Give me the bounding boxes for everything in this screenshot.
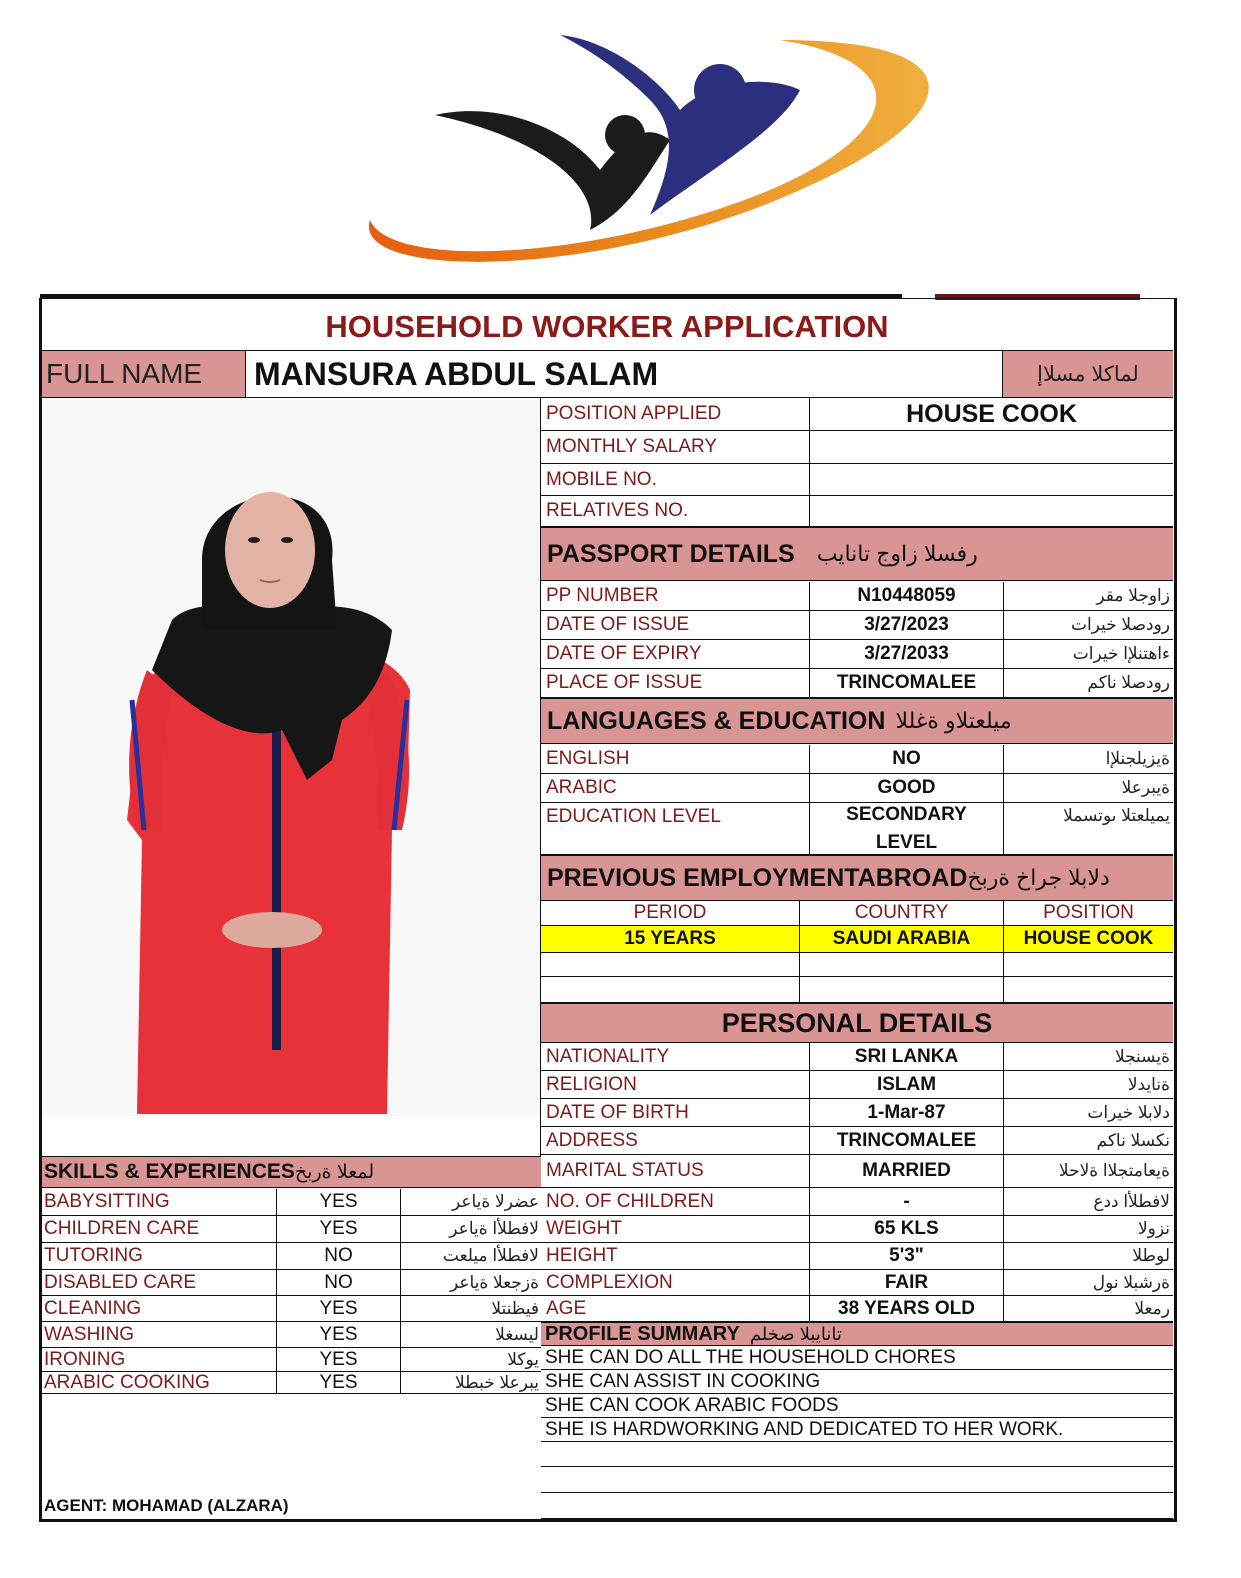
profile-heading-arabic: تانايبلا صخلم <box>749 1323 842 1344</box>
personal-arabic-cell <box>1003 1071 1173 1099</box>
personal-label-cell <box>541 1071 809 1099</box>
skill-arabic: ةزجعلا ةياعر <box>449 1272 539 1292</box>
employment-value: 15 YEARS <box>624 928 716 949</box>
job-value-cell <box>809 398 1173 431</box>
applicant-photo <box>42 400 540 1116</box>
profile-line <box>541 1394 1173 1418</box>
languages-heading-arabic: ميلعتلاو ةغللا <box>895 708 1012 733</box>
personal-value: - <box>903 1190 910 1212</box>
passport-label: PLACE OF ISSUE <box>546 672 703 693</box>
personal-arabic: ةرشبلا نول <box>1092 1272 1170 1292</box>
passport-label-cell <box>541 640 809 669</box>
skill-arabic-cell <box>400 1296 541 1322</box>
personal-heading: PERSONAL DETAILS <box>721 1007 993 1038</box>
profile-empty-line <box>541 1467 1173 1493</box>
personal-label-cell <box>541 1155 809 1188</box>
skill-arabic-cell <box>400 1348 541 1372</box>
skill-value: YES <box>319 1297 358 1319</box>
languages-label: ARABIC <box>546 777 617 798</box>
personal-value: 65 KLS <box>874 1218 939 1239</box>
skill-label: IRONING <box>44 1348 126 1370</box>
languages-arabic: يميلعتلا ىوتسملا <box>1063 806 1170 825</box>
passport-value-cell <box>809 611 1003 640</box>
passport-heading-arabic: رفسلا زاوج تانايب <box>816 541 978 566</box>
languages-value: SECONDARY <box>846 803 967 825</box>
skill-arabic: لافطلأا ميلعت <box>442 1246 539 1265</box>
personal-label-cell <box>541 1243 809 1270</box>
personal-arabic-cell <box>1003 1127 1173 1155</box>
personal-label-cell <box>541 1188 809 1216</box>
job-value-cell <box>809 496 1173 527</box>
passport-header <box>541 527 1173 581</box>
job-label-cell <box>541 464 809 496</box>
skill-arabic: يبرعلا خبطلا <box>455 1372 539 1392</box>
personal-arabic-cell <box>1003 1216 1173 1243</box>
full-name-label-cell <box>42 350 245 398</box>
personal-label: NO. OF CHILDREN <box>546 1190 714 1212</box>
skill-label: WASHING <box>44 1323 135 1345</box>
personal-value-cell <box>809 1155 1003 1188</box>
skill-label: TUTORING <box>44 1245 143 1266</box>
languages-header <box>541 698 1173 744</box>
passport-label: PP NUMBER <box>546 585 659 606</box>
personal-label: DATE OF BIRTH <box>546 1101 689 1123</box>
passport-arabic: رودصلا خيرات <box>1070 615 1170 634</box>
profile-empty-line <box>541 1442 1173 1467</box>
job-label: MOBILE NO. <box>546 468 657 490</box>
full-name-arabic: لماكلا مسلاإ <box>1037 362 1139 386</box>
skill-arabic-cell <box>400 1270 541 1296</box>
profile-line-text: SHE IS HARDWORKING AND DEDICATED TO HER WORK. <box>545 1418 1064 1440</box>
skill-label-cell <box>42 1296 276 1322</box>
employment-column-label: PERIOD <box>633 902 707 923</box>
company-logo <box>350 20 970 280</box>
languages-arabic-cell <box>1003 774 1173 803</box>
personal-label-cell <box>541 1127 809 1155</box>
passport-heading: PASSPORT DETAILS <box>547 539 795 568</box>
skill-arabic: عضرلا ةياعر <box>451 1192 539 1211</box>
personal-value-cell <box>809 1043 1003 1071</box>
languages-label: ENGLISH <box>546 748 630 769</box>
personal-value: MARRIED <box>862 1160 951 1181</box>
personal-arabic: ةيسنجلا <box>1114 1046 1170 1066</box>
personal-value: 5'3" <box>889 1245 924 1266</box>
passport-arabic-cell <box>1003 611 1173 640</box>
skill-label-cell <box>42 1243 276 1270</box>
personal-value: 38 YEARS OLD <box>838 1297 975 1319</box>
job-label-cell <box>541 398 809 431</box>
skill-label-cell <box>42 1270 276 1296</box>
personal-label: ADDRESS <box>546 1129 638 1151</box>
personal-arabic-cell <box>1003 1270 1173 1296</box>
personal-value-cell <box>809 1127 1003 1155</box>
job-label: POSITION APPLIED <box>546 403 722 424</box>
full-name-arabic-cell <box>1003 350 1173 398</box>
employment-empty-cell <box>799 953 1003 977</box>
employment-empty-cell <box>541 953 799 977</box>
skills-heading-arabic: لمعلا ةربخ <box>294 1161 375 1183</box>
skill-value: YES <box>319 1348 358 1370</box>
employment-column-label: POSITION <box>1043 902 1134 923</box>
personal-arabic-cell <box>1003 1243 1173 1270</box>
personal-label-cell <box>541 1216 809 1243</box>
passport-arabic: زاوجلا مقر <box>1096 586 1170 605</box>
employment-cell <box>1003 926 1173 953</box>
passport-label-cell <box>541 582 809 611</box>
employment-empty-cell <box>1003 953 1173 977</box>
passport-label-cell <box>541 669 809 698</box>
skill-arabic-cell <box>400 1189 541 1216</box>
languages-value-cell <box>809 803 1003 855</box>
employment-empty-cell <box>541 977 799 1003</box>
languages-label-cell <box>541 745 809 774</box>
personal-value: ISLAM <box>876 1073 937 1095</box>
personal-value: FAIR <box>884 1271 929 1293</box>
agent-text: AGENT: MOHAMAD (ALZARA) <box>44 1496 289 1515</box>
personal-arabic: لوطلا <box>1132 1246 1170 1265</box>
personal-value: SRI LANKA <box>854 1045 959 1067</box>
languages-label-cell <box>541 803 809 855</box>
passport-label: DATE OF EXPIRY <box>546 643 702 664</box>
passport-arabic-cell <box>1003 669 1173 698</box>
agent-line <box>44 1496 534 1520</box>
job-label-cell <box>541 496 809 527</box>
profile-line <box>541 1346 1173 1370</box>
job-label-cell <box>541 431 809 464</box>
passport-value-cell <box>809 582 1003 611</box>
personal-label: RELIGION <box>546 1073 637 1095</box>
job-value-cell <box>809 464 1173 496</box>
skill-arabic: فيظنتلا <box>491 1298 539 1318</box>
personal-arabic-cell <box>1003 1043 1173 1071</box>
skill-label: CHILDREN CARE <box>44 1218 200 1239</box>
passport-label: DATE OF ISSUE <box>546 614 690 635</box>
personal-value-cell <box>809 1188 1003 1216</box>
profile-line-text: SHE CAN ASSIST IN COOKING <box>545 1370 821 1392</box>
employment-column-header <box>799 901 1003 926</box>
skill-arabic-cell <box>400 1372 541 1394</box>
passport-arabic: رودصلا ناكم <box>1087 673 1170 692</box>
form-title-text: HOUSEHOLD WORKER APPLICATION <box>325 309 889 344</box>
skill-value: YES <box>319 1218 358 1239</box>
skill-label-cell <box>42 1372 276 1394</box>
personal-value-cell <box>809 1216 1003 1243</box>
languages-heading: LANGUAGES & EDUCATION <box>547 706 886 735</box>
personal-arabic: ةيعامتجلاا ةلاحلا <box>1058 1161 1170 1180</box>
logo-blue-head <box>694 64 746 116</box>
personal-arabic: رمعلا <box>1134 1298 1170 1318</box>
profile-header <box>541 1322 1173 1346</box>
personal-arabic: نزولا <box>1137 1219 1170 1238</box>
profile-heading: PROFILE SUMMARY <box>545 1322 740 1345</box>
employment-column-header <box>541 901 799 926</box>
skill-value: YES <box>319 1191 358 1212</box>
personal-arabic-cell <box>1003 1188 1173 1216</box>
passport-arabic: ءاهتنلإا خيرات <box>1072 644 1170 663</box>
employment-value: SAUDI ARABIA <box>832 928 971 949</box>
skills-header <box>42 1156 541 1188</box>
passport-value-cell <box>809 669 1003 698</box>
job-label: RELATIVES NO. <box>546 500 689 521</box>
personal-arabic: ةنايدلا <box>1127 1074 1170 1094</box>
logo-dark-head <box>605 115 645 155</box>
personal-label-cell <box>541 1296 809 1322</box>
passport-label-cell <box>541 611 809 640</box>
personal-value-cell <box>809 1270 1003 1296</box>
hands <box>222 912 322 948</box>
passport-value: TRINCOMALEE <box>836 672 977 693</box>
skill-value-cell <box>276 1189 400 1216</box>
languages-arabic-cell <box>1003 745 1173 774</box>
employment-cell <box>541 926 799 953</box>
personal-value: 1-Mar-87 <box>867 1101 946 1123</box>
skill-value: NO <box>324 1245 353 1266</box>
skill-value-cell <box>276 1348 400 1372</box>
skill-arabic: ليسغلا <box>495 1324 539 1344</box>
personal-arabic: نكسلا ناكم <box>1096 1130 1170 1150</box>
skill-value-cell <box>276 1216 400 1243</box>
skill-label-cell <box>42 1216 276 1243</box>
skill-value-cell <box>276 1372 400 1394</box>
passport-arabic-cell <box>1003 582 1173 611</box>
languages-value-cell <box>809 745 1003 774</box>
skill-label-cell <box>42 1189 276 1216</box>
employment-heading-arabic: دلابلا جراخ ةربخ <box>967 865 1110 890</box>
personal-label: COMPLEXION <box>546 1271 673 1293</box>
languages-arabic: ةيبرعلا <box>1121 778 1170 797</box>
profile-line <box>541 1418 1173 1442</box>
personal-label: WEIGHT <box>546 1218 622 1239</box>
personal-label-cell <box>541 1043 809 1071</box>
skill-arabic-cell <box>400 1243 541 1270</box>
employment-empty-cell <box>799 977 1003 1003</box>
languages-arabic-cell <box>1003 803 1173 855</box>
skill-label: DISABLED CARE <box>44 1271 197 1293</box>
languages-arabic: ةيزيلجنلإا <box>1105 749 1170 768</box>
skill-value: YES <box>319 1323 358 1345</box>
job-value: HOUSE COOK <box>906 399 1077 428</box>
skill-label-cell <box>42 1348 276 1372</box>
employment-column-header <box>1003 901 1173 926</box>
personal-value-cell <box>809 1099 1003 1127</box>
employment-column-label: COUNTRY <box>854 902 949 923</box>
skill-arabic-cell <box>400 1322 541 1348</box>
job-label: MONTHLY SALARY <box>546 436 718 457</box>
skill-value-cell <box>276 1243 400 1270</box>
passport-arabic-cell <box>1003 640 1173 669</box>
skill-arabic: يوكلا <box>507 1349 539 1369</box>
personal-value-cell <box>809 1296 1003 1322</box>
employment-header <box>541 855 1173 901</box>
profile-line-text: SHE CAN DO ALL THE HOUSEHOLD CHORES <box>545 1346 956 1368</box>
skill-label: BABYSITTING <box>44 1191 170 1212</box>
skill-value-cell <box>276 1322 400 1348</box>
personal-arabic: دلابلا خيرات <box>1087 1102 1170 1122</box>
employment-cell <box>799 926 1003 953</box>
personal-value: TRINCOMALEE <box>836 1129 977 1151</box>
employment-empty-cell <box>1003 977 1173 1003</box>
passport-value: N10448059 <box>857 585 956 606</box>
employment-heading: PREVIOUS EMPLOYMENTABROAD <box>547 863 968 892</box>
personal-arabic: لافطلأا ددع <box>1093 1191 1170 1211</box>
languages-label: EDUCATION LEVEL <box>546 806 721 827</box>
profile-line <box>541 1370 1173 1394</box>
form-title <box>42 304 1172 350</box>
personal-label-cell <box>541 1099 809 1127</box>
full-name-label: FULL NAME <box>46 358 203 389</box>
skill-label-cell <box>42 1322 276 1348</box>
languages-value-line2: LEVEL <box>875 831 938 853</box>
languages-value-cell <box>809 774 1003 803</box>
personal-value-cell <box>809 1071 1003 1099</box>
passport-value: 3/27/2023 <box>864 614 949 635</box>
personal-label: MARITAL STATUS <box>546 1160 704 1181</box>
languages-value: NO <box>892 748 921 769</box>
skill-value: YES <box>319 1371 358 1393</box>
face <box>225 492 315 608</box>
languages-label-cell <box>541 774 809 803</box>
personal-arabic-cell <box>1003 1099 1173 1127</box>
personal-arabic-cell <box>1003 1296 1173 1322</box>
personal-label: AGE <box>546 1297 587 1319</box>
skill-arabic: لافطلأا ةياعر <box>449 1219 539 1238</box>
profile-empty-line <box>541 1493 1173 1519</box>
full-name-value-cell <box>245 350 1003 398</box>
passport-value-cell <box>809 640 1003 669</box>
skill-label: ARABIC COOKING <box>44 1371 210 1393</box>
passport-value: 3/27/2033 <box>864 643 949 664</box>
personal-label: NATIONALITY <box>546 1045 670 1067</box>
full-name-value: MANSURA ABDUL SALAM <box>254 355 659 392</box>
personal-label: HEIGHT <box>546 1245 618 1266</box>
personal-value-cell <box>809 1243 1003 1270</box>
skill-value-cell <box>276 1270 400 1296</box>
profile-line-text: SHE CAN COOK ARABIC FOODS <box>545 1394 839 1416</box>
skill-arabic-cell <box>400 1216 541 1243</box>
personal-arabic-cell <box>1003 1155 1173 1188</box>
personal-header <box>541 1003 1173 1043</box>
job-value-cell <box>809 431 1173 464</box>
employment-value: HOUSE COOK <box>1023 928 1154 949</box>
skill-value: NO <box>324 1271 353 1293</box>
skill-value-cell <box>276 1296 400 1322</box>
skill-label: CLEANING <box>44 1297 142 1319</box>
languages-value: GOOD <box>877 777 936 798</box>
personal-label-cell <box>541 1270 809 1296</box>
skills-heading: SKILLS & EXPERIENCES <box>44 1160 295 1183</box>
